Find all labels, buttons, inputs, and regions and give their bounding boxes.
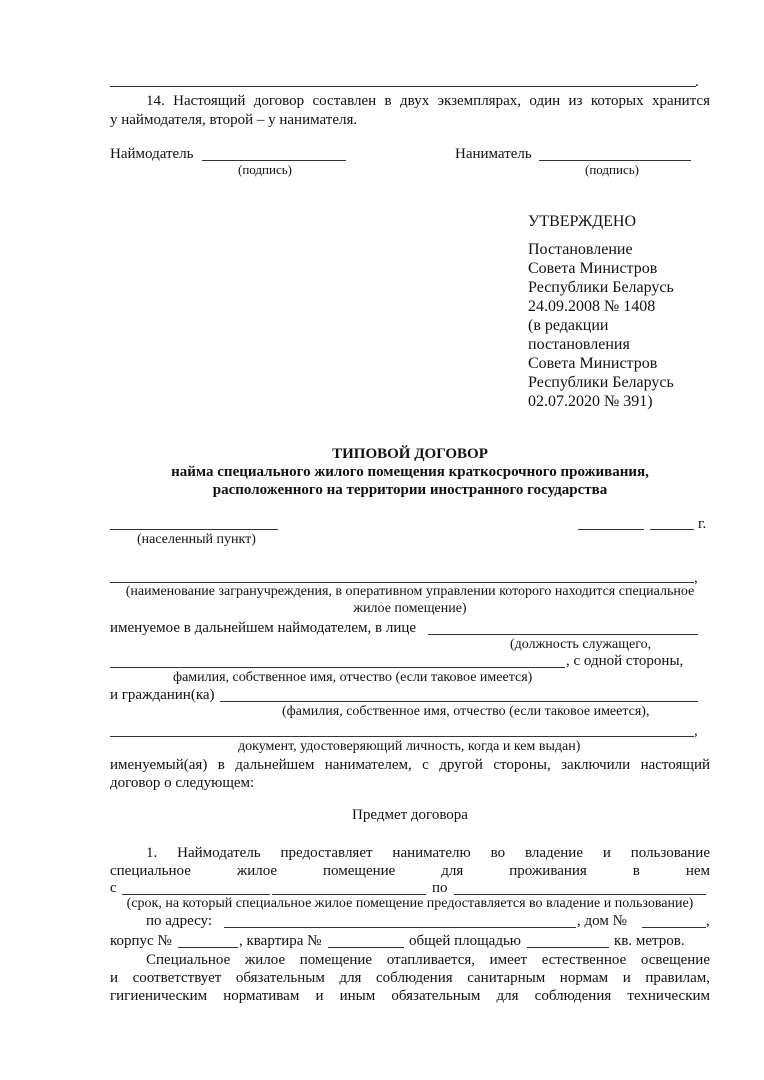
place-blank-line: [110, 529, 278, 530]
embassy-comma: ,: [694, 570, 698, 586]
address-blank-line: [224, 927, 576, 928]
paragraph-2-line1: Специальное жилое помещение отапливается, имеет естественное освещение: [146, 952, 710, 968]
document-title: ТИПОВОЙ ДОГОВОР: [332, 446, 488, 462]
approval-line-1: Постановление: [528, 241, 633, 258]
top-blank-line: [110, 86, 696, 87]
document-caption: документ, удостоверяющий личность, когда и кем выдан): [238, 739, 581, 754]
document-line-comma: ,: [694, 723, 698, 739]
paragraph-2-line3: гигиеническим нормативам и иным обязательным для соблюдения техническим: [110, 988, 710, 1004]
flat-blank-line: [328, 947, 404, 948]
place-caption: (населенный пункт): [137, 532, 256, 547]
year-blank-line: [650, 529, 694, 530]
approval-line-9: 02.07.2020 № 391): [528, 393, 653, 410]
citizen-intro: и гражданин(ка): [110, 687, 215, 703]
document-subtitle-line1: найма специального жилого помещения краткосрочного проживания,: [171, 464, 649, 480]
period-caption: (срок, на который специальное жилое помещение предоставляется во владение и пользование): [126, 896, 694, 911]
address-label: по адресу:: [146, 913, 213, 929]
clause-14-line1: 14. Настоящий договор составлен в двух экземплярах, один из которых хранится: [146, 93, 710, 109]
clause-1-line2: специальное жилое помещение для проживания в нем: [110, 863, 710, 879]
official-fio-caption: фамилия, собственное имя, отчество (если таковое имеется): [173, 670, 533, 685]
official-name-blank-line: [110, 667, 565, 668]
official-blank-line: [428, 634, 698, 635]
citizen-caption: (фамилия, собственное имя, отчество (если таковое имеется),: [282, 704, 650, 719]
flat-label: , квартира №: [239, 933, 322, 949]
document-subtitle-line2: расположенного на территории иностранного государства: [212, 482, 608, 498]
approval-line-3: Республики Беларусь: [528, 279, 674, 296]
year-suffix: г.: [698, 516, 707, 532]
section-title: Предмет договора: [352, 807, 468, 823]
landlord-signature-line: [202, 160, 346, 161]
period-from-blank-1: [122, 894, 270, 895]
approval-line-5: (в редакции: [528, 317, 609, 334]
corpus-blank-line: [178, 947, 238, 948]
tenant-signature-label: Наниматель: [455, 146, 532, 162]
tenant-signature-line: [539, 160, 691, 161]
period-to-blank: [454, 894, 706, 895]
period-to-label: по: [432, 880, 448, 896]
approval-line-6: постановления: [528, 336, 630, 353]
document-blank-line: [110, 736, 694, 737]
tenant-intro-line2: договор о следующем:: [110, 775, 255, 791]
landlord-signature-label: Наймодатель: [110, 146, 194, 162]
landlord-intro: именуемое в дальнейшем наймодателем, в лице: [110, 620, 417, 636]
approval-title: УТВЕРЖДЕНО: [528, 213, 637, 230]
landlord-signature-caption: (подпись): [238, 162, 292, 177]
approval-line-7: Совета Министров: [528, 355, 658, 372]
tenant-intro-line1: именуемый(ая) в дальнейшем нанимателем, с другой стороны, заключили настоящий: [110, 757, 710, 773]
approval-line-8: Республики Беларусь: [528, 374, 674, 391]
house-label: , дом №: [577, 913, 627, 929]
house-end: ,: [706, 913, 710, 929]
corpus-label: корпус №: [110, 933, 172, 949]
period-from-label: с: [110, 880, 117, 896]
paragraph-2-line2: и соответствует обязательным для соблюдения санитарным нормам и правилам,: [110, 970, 710, 986]
area-label: общей площадью: [409, 933, 522, 949]
house-blank-line: [642, 927, 706, 928]
area-blank-line: [527, 947, 609, 948]
approval-line-2: Совета Министров: [528, 260, 658, 277]
official-caption: (должность служащего,: [510, 637, 652, 652]
embassy-caption-line1: (наименование загранучреждения, в оперативном управлении которого находится специальное: [125, 584, 695, 599]
area-unit: кв. метров.: [614, 933, 685, 949]
tenant-signature-caption: (подпись): [585, 162, 639, 177]
embassy-blank-line: [110, 582, 694, 583]
top-line-period: .: [695, 74, 699, 90]
clause-1-line1: 1. Наймодатель предоставляет нанимателю во владение и пользование: [146, 845, 710, 861]
clause-14-line2: у наймодателя, второй – у нанимателя.: [110, 112, 358, 128]
date-blank-line: [578, 529, 644, 530]
period-from-blank-2: [272, 894, 426, 895]
approval-line-4: 24.09.2008 № 1408: [528, 298, 656, 315]
embassy-caption-line2: жилое помещение): [353, 601, 467, 616]
one-side-text: , с одной стороны,: [566, 653, 684, 669]
citizen-blank-line: [220, 701, 698, 702]
